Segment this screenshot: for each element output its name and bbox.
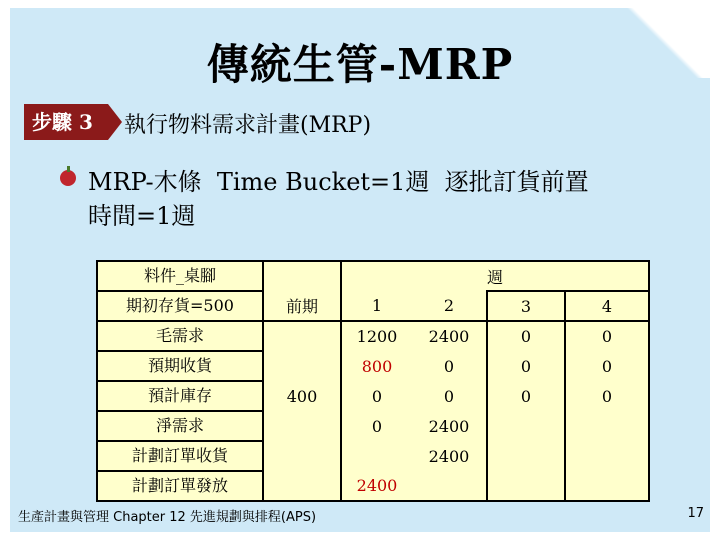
- table-cell: [263, 321, 341, 351]
- table-cell: [565, 471, 649, 501]
- row-label: 預計庫存: [97, 381, 263, 411]
- table-cell: 0: [341, 381, 412, 411]
- table-cell: 0: [565, 321, 649, 351]
- table-cell: 0: [487, 381, 565, 411]
- table-cell: 400: [263, 381, 341, 411]
- table-cell: 0: [341, 411, 412, 441]
- table-cell: [341, 441, 412, 471]
- table-cell: 4: [565, 291, 649, 321]
- bullet-text-line1: MRP-木條 Time Bucket=1週 逐批訂貨前置: [88, 168, 589, 196]
- slide-title: 傳統生管-MRP: [206, 40, 514, 89]
- table-cell: 0: [412, 351, 487, 381]
- table-row: [97, 351, 649, 381]
- table-cell: [565, 441, 649, 471]
- table-cell: 2400: [412, 411, 487, 441]
- bullet-text-line2: 時間=1週: [88, 202, 196, 230]
- table-row: [97, 411, 649, 441]
- table-row: [97, 381, 649, 411]
- table-cell: 1: [341, 291, 412, 321]
- table-row: [97, 321, 649, 351]
- table-cell: [487, 411, 565, 441]
- row-label: 預期收貨: [97, 351, 263, 381]
- table-cell: [487, 441, 565, 471]
- table-cell: 0: [565, 381, 649, 411]
- table-cell: 0: [487, 351, 565, 381]
- mrp-table: [96, 260, 650, 502]
- table-cell: 0: [487, 321, 565, 351]
- item-label: 料件_桌腳: [97, 261, 263, 291]
- table-cell: [412, 471, 487, 501]
- table-cell: 800: [341, 351, 412, 381]
- table-cell: 0: [565, 351, 649, 381]
- step-badge: 步驟 3: [24, 104, 108, 140]
- table-row: [97, 291, 649, 321]
- table-cell: 2400: [412, 441, 487, 471]
- footer-course-title: 生產計畫與管理 Chapter 12 先進規劃與排程(APS): [18, 510, 317, 525]
- table-cell: 2400: [341, 471, 412, 501]
- table-cell: [263, 471, 341, 501]
- table-cell: 3: [487, 291, 565, 321]
- page-number: 17: [687, 506, 704, 521]
- step-text: 執行物料需求計畫(MRP): [124, 113, 372, 138]
- table-row: [97, 441, 649, 471]
- row-label: 計劃訂單發放: [97, 471, 263, 501]
- table-cell: [263, 261, 341, 291]
- row-label: 毛需求: [97, 321, 263, 351]
- table-cell: 1200: [341, 321, 412, 351]
- table-cell: [263, 411, 341, 441]
- row-label: 淨需求: [97, 411, 263, 441]
- row-label: 期初存貨=500: [97, 291, 263, 321]
- table-cell: [487, 471, 565, 501]
- row-label: 計劃訂單收貨: [97, 441, 263, 471]
- table-cell: [263, 441, 341, 471]
- week-header: 週: [341, 261, 649, 291]
- table-cell: 2: [412, 291, 487, 321]
- table-cell: 0: [412, 381, 487, 411]
- table-cell: [565, 411, 649, 441]
- apple-bullet-icon: [60, 170, 76, 186]
- table-cell: 2400: [412, 321, 487, 351]
- table-row: [97, 471, 649, 501]
- table-cell: 前期: [263, 291, 341, 321]
- table-cell: [263, 351, 341, 381]
